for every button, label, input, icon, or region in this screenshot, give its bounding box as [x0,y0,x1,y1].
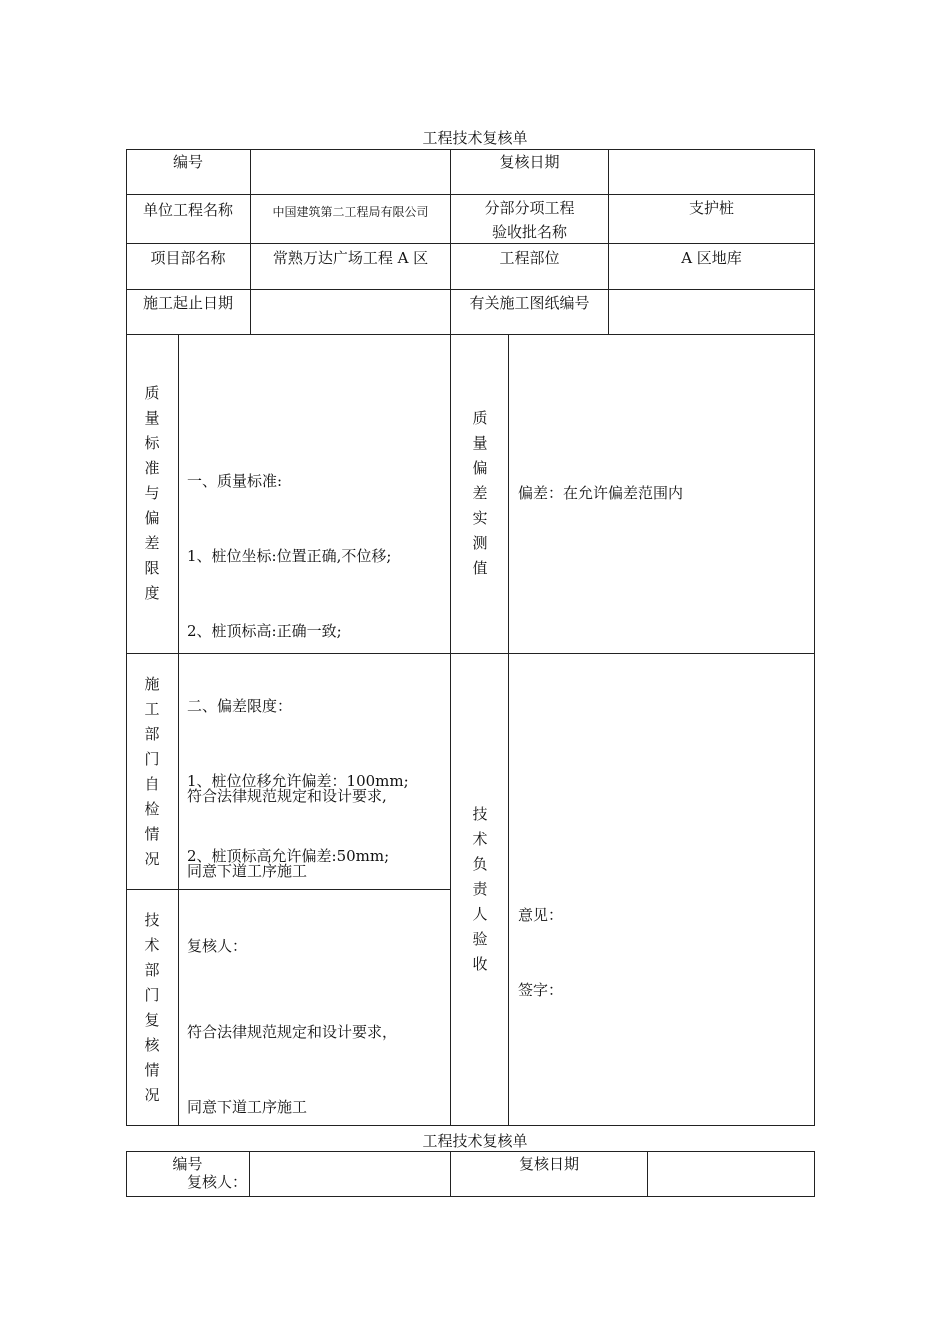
text-line: 1、桩位位移允许偏差：100mm; [187,772,409,790]
table-rule [814,1151,815,1197]
label-char: 偏 [472,459,488,477]
table-rule [126,334,815,335]
label-char: 准 [144,459,160,477]
label-char: 标 [144,434,160,452]
table-rule [250,149,251,334]
label-char: 门 [144,750,160,768]
review-date-label: 复核日期 [499,153,560,171]
label-char: 测 [472,534,488,552]
label-char: 自 [144,775,160,793]
label-char: 人 [472,905,488,923]
form2-review-date-label: 复核日期 [518,1155,579,1173]
label-char: 施 [144,675,160,693]
form-title: 工程技术复核单 [422,129,528,147]
subdivision-label-line1: 分部分项工程 [484,199,575,217]
deviation-measured-label [468,406,492,581]
unit-project-name-label: 单位工程名称 [142,201,233,219]
label-char: 差 [472,484,488,502]
label-char: 门 [144,986,160,1004]
form2-serial-no-label: 编号 [172,1155,203,1173]
label-char: 实 [472,509,488,527]
label-char: 情 [144,1061,160,1079]
table-rule [508,334,509,1126]
tech-acceptance-label [468,802,492,977]
label-char: 收 [472,955,488,973]
text-line: 二、偏差限度： [187,697,293,715]
table-rule [178,334,179,1126]
table-rule [126,289,815,290]
subdivision-value[interactable]: 支护桩 [688,199,734,217]
label-char: 度 [144,584,160,602]
label-char: 况 [144,850,160,868]
project-dept-name-value[interactable]: 常熟万达广场工程 A 区 [272,249,429,267]
text-line: 同意下道工序施工 [187,862,308,880]
project-part-value[interactable]: A 区地库 [681,249,742,267]
acceptance-text[interactable] [518,853,563,1028]
form2-title: 工程技术复核单 [422,1132,528,1150]
table-rule [814,149,815,1126]
label-char: 负 [472,855,488,873]
tech-review-text[interactable] [187,970,397,1220]
quality-standard-label [140,381,164,606]
project-part-label: 工程部位 [499,249,560,267]
project-dept-name-label: 项目部名称 [150,249,226,267]
label-char: 与 [144,484,160,502]
text-line: 2、桩顶标高:正确一致; [187,622,342,640]
label-char: 值 [472,559,488,577]
table-rule [608,149,609,334]
serial-no-label: 编号 [172,153,203,171]
self-check-text[interactable] [187,734,387,984]
text-line: 同意下道工序施工 [187,1098,308,1116]
text-line: 复核人： [187,1173,248,1191]
label-char: 技 [144,911,160,929]
text-line: 意见： [518,906,564,924]
table-rule [647,1151,648,1197]
deviation-text[interactable]: 偏差：在允许偏差范围内 [518,484,684,502]
label-char: 差 [144,534,160,552]
subdivision-label-line2: 验收批名称 [491,223,567,241]
table-rule [126,194,815,195]
label-char: 责 [472,880,488,898]
label-char: 工 [144,700,160,718]
label-char: 质 [472,409,488,427]
text-line: 一、质量标准: [187,472,283,490]
label-char: 验 [472,930,488,948]
text-line: 复核人： [187,937,248,955]
label-char: 偏 [144,509,160,527]
label-char: 况 [144,1086,160,1104]
text-line: 符合法律规范规定和设计要求, [187,787,387,805]
label-char: 量 [472,434,488,452]
tech-review-label [140,908,164,1108]
label-char: 术 [472,830,488,848]
unit-project-name-value[interactable]: 中国建筑第二工程局有限公司 [272,205,429,219]
text-line: 符合法律规范规定和设计要求， [187,1023,398,1041]
self-check-label [140,672,164,872]
label-char: 术 [144,936,160,954]
label-char: 量 [144,409,160,427]
label-char: 情 [144,825,160,843]
label-char: 质 [144,384,160,402]
label-char: 技 [472,805,488,823]
table-rule [249,1151,250,1197]
label-char: 限 [144,559,160,577]
label-char: 部 [144,961,160,979]
drawing-no-label: 有关施工图纸编号 [469,294,590,312]
text-line: 1、桩位坐标:位置正确,不位移; [187,547,392,565]
label-char: 核 [144,1036,160,1054]
construction-dates-label: 施工起止日期 [142,294,233,312]
label-char: 部 [144,725,160,743]
subdivision-label [451,196,608,244]
text-line: 2、桩顶标高允许偏差:50mm; [187,847,390,865]
label-char: 复 [144,1011,160,1029]
table-rule [126,1196,815,1197]
label-char: 检 [144,800,160,818]
text-line: 签字： [518,981,564,999]
